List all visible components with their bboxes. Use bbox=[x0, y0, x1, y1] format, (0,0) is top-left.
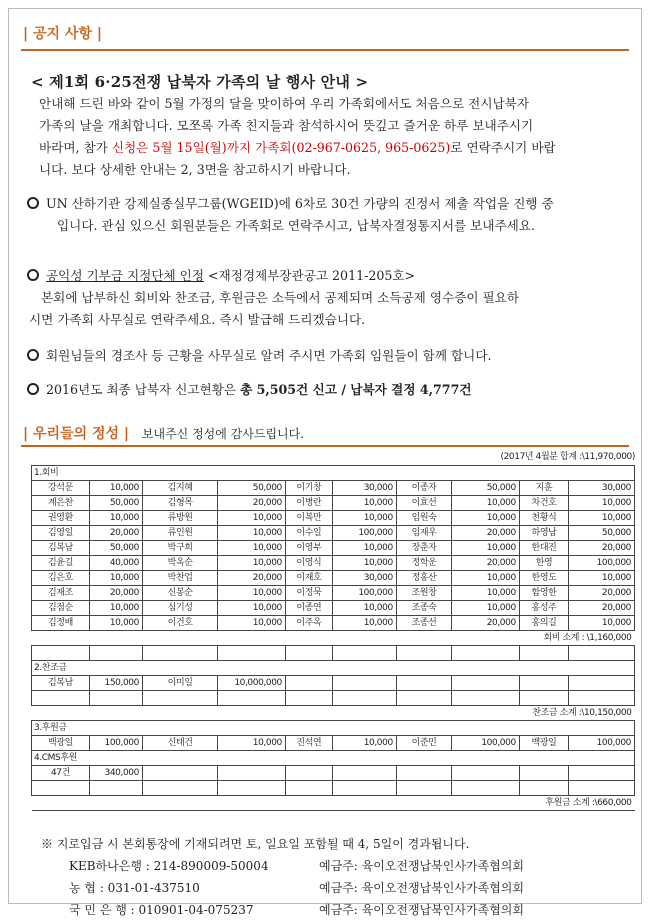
section-header-row bbox=[32, 721, 635, 736]
name-cell: 이수일 bbox=[285, 526, 332, 541]
name-cell: 박옥순 bbox=[142, 556, 217, 571]
bullet-stats: 2016년도 최종 납북자 신고현황은 총 5,505건 신고 / 납북자 결정 4,777건 bbox=[27, 379, 627, 401]
notice-section-title: | 공지 사항 | bbox=[23, 26, 102, 42]
table-row bbox=[32, 736, 635, 751]
name-cell: 박구희 bbox=[142, 541, 217, 556]
name-cell bbox=[569, 691, 635, 706]
circle-bullet-icon bbox=[27, 269, 39, 281]
name-cell: 이재호 bbox=[285, 571, 332, 586]
event-headline: < 제1회 6·25전쟁 납북자 가족의 날 행사 안내 > bbox=[31, 73, 369, 91]
amount-cell: 10,000 bbox=[332, 511, 396, 526]
name-cell bbox=[569, 646, 635, 661]
amount-cell: 100,000 bbox=[89, 736, 142, 751]
bullet-donation: 공익성 기부금 지정단체 인정 <재정경제부장관공고 2011-205호> 본회에 납부하신 회비와 찬조금, 후원금은 소득에서 공제되며 소득공제 영수증이 필요하 시면 가족회 사무실로 연락주세요. 즉시 발급해 드리겠습니다. bbox=[29, 268, 519, 327]
amount-cell: 10,000 bbox=[332, 556, 396, 571]
name-cell: 이종자 bbox=[396, 481, 451, 496]
subtotal-cell: 찬조금 소계 :\10,150,000 bbox=[32, 706, 635, 721]
amount-cell: 10,000 bbox=[569, 616, 635, 631]
amount-cell: 10,000 bbox=[218, 556, 286, 571]
subtotal-cell: 후원금 소계 :\660,000 bbox=[32, 796, 635, 811]
contrib-thanks: 보내주신 정성에 감사드립니다. bbox=[141, 427, 305, 441]
amount-cell: 10,000 bbox=[89, 481, 142, 496]
amount-cell: 10,000 bbox=[218, 511, 286, 526]
name-cell bbox=[89, 691, 142, 706]
name-cell: 계은찬 bbox=[32, 496, 90, 511]
amount-cell: 20,000 bbox=[218, 571, 286, 586]
circle-bullet-icon bbox=[27, 383, 39, 395]
name-cell bbox=[89, 646, 142, 661]
amount-cell: 10,000 bbox=[452, 511, 520, 526]
amount-cell: 20,000 bbox=[89, 526, 142, 541]
bullet-news: 회원님들의 경조사 등 근황을 사무실로 알려 주시면 가족회 임원들이 함께 합니다. bbox=[27, 345, 627, 367]
name-cell: 이병란 bbox=[285, 496, 332, 511]
amount-cell: 100,000 bbox=[569, 556, 635, 571]
table-row bbox=[32, 556, 635, 571]
amount-cell: 10,000 bbox=[332, 541, 396, 556]
amount-cell: 340,000 bbox=[89, 766, 142, 781]
name-cell: 조종숙 bbox=[396, 601, 451, 616]
amount-cell: 10,000 bbox=[452, 586, 520, 601]
name-cell bbox=[142, 646, 217, 661]
name-cell bbox=[519, 691, 568, 706]
name-cell bbox=[396, 781, 451, 796]
amount-cell: 10,000 bbox=[89, 616, 142, 631]
name-cell: 차건호 bbox=[519, 496, 568, 511]
section-header-row bbox=[32, 661, 635, 676]
name-cell: 홍성주 bbox=[519, 601, 568, 616]
spacer-row bbox=[32, 781, 635, 796]
name-cell bbox=[452, 646, 520, 661]
name-cell bbox=[452, 676, 520, 691]
name-cell: 권영환 bbox=[32, 511, 90, 526]
amount-cell: 30,000 bbox=[569, 481, 635, 496]
name-cell: 한영 bbox=[519, 556, 568, 571]
table-row bbox=[32, 481, 635, 496]
subtotal-row bbox=[32, 706, 635, 721]
name-cell bbox=[452, 766, 520, 781]
amount-cell: 10,000 bbox=[332, 616, 396, 631]
name-cell: 이미일 bbox=[142, 676, 217, 691]
name-cell bbox=[332, 766, 396, 781]
name-cell bbox=[89, 781, 142, 796]
amount-cell: 50,000 bbox=[452, 481, 520, 496]
table-row bbox=[32, 541, 635, 556]
circle-bullet-icon bbox=[27, 197, 39, 209]
name-cell: 정홍산 bbox=[396, 571, 451, 586]
amount-cell: 10,000 bbox=[218, 601, 286, 616]
amount-cell: 100,000 bbox=[569, 736, 635, 751]
section-label: 1.회비 bbox=[32, 466, 635, 481]
name-cell: 이복만 bbox=[285, 511, 332, 526]
amount-cell: 20,000 bbox=[452, 616, 520, 631]
amount-cell: 20,000 bbox=[218, 496, 286, 511]
amount-cell: 10,000 bbox=[89, 571, 142, 586]
amount-cell: 10,000 bbox=[218, 616, 286, 631]
amount-cell: 10,000 bbox=[332, 601, 396, 616]
amount-cell: 10,000 bbox=[332, 736, 396, 751]
name-cell bbox=[218, 781, 286, 796]
table-row bbox=[32, 586, 635, 601]
table-row bbox=[32, 766, 635, 781]
name-cell bbox=[285, 781, 332, 796]
name-cell bbox=[332, 676, 396, 691]
amount-cell: 20,000 bbox=[452, 556, 520, 571]
intro-line: 바라며, 참가 신청은 5월 15일(월)까지 가족회(02-967-0625, 965-0625)로 연락주시기 바랍 bbox=[39, 140, 556, 155]
section-label: 2.찬조금 bbox=[32, 661, 635, 676]
name-cell: 이효선 bbox=[396, 496, 451, 511]
amount-cell: 100,000 bbox=[452, 736, 520, 751]
amount-cell: 20,000 bbox=[569, 586, 635, 601]
name-cell: 신봉순 bbox=[142, 586, 217, 601]
event-intro bbox=[39, 93, 627, 181]
name-cell bbox=[332, 646, 396, 661]
amount-cell: 20,000 bbox=[452, 526, 520, 541]
name-cell bbox=[32, 691, 90, 706]
name-cell: 임재우 bbox=[396, 526, 451, 541]
circle-bullet-icon bbox=[27, 349, 39, 361]
name-cell: 이정묵 bbox=[285, 586, 332, 601]
name-cell bbox=[142, 781, 217, 796]
name-cell bbox=[452, 781, 520, 796]
name-cell bbox=[142, 691, 217, 706]
amount-cell: 10,000 bbox=[569, 571, 635, 586]
amount-cell: 50,000 bbox=[89, 496, 142, 511]
amount-cell: 10,000 bbox=[89, 601, 142, 616]
name-cell bbox=[569, 781, 635, 796]
name-cell: 김영일 bbox=[32, 526, 90, 541]
amount-cell: 30,000 bbox=[332, 481, 396, 496]
contrib-divider bbox=[21, 445, 629, 447]
name-cell bbox=[519, 676, 568, 691]
section-header-row bbox=[32, 466, 635, 481]
amount-cell: 10,000 bbox=[569, 496, 635, 511]
name-cell: 김윤길 bbox=[32, 556, 90, 571]
account-row: 국 민 은 행 : 010901-04-075237 예금주: 육이오전쟁납북인사가족협의회 bbox=[69, 903, 524, 917]
name-cell: 백광일 bbox=[32, 736, 90, 751]
name-cell: 조원창 bbox=[396, 586, 451, 601]
name-cell: 천황식 bbox=[519, 511, 568, 526]
name-cell bbox=[519, 781, 568, 796]
name-cell: 지훈 bbox=[519, 481, 568, 496]
table-row bbox=[32, 526, 635, 541]
name-cell: 47건 bbox=[32, 766, 90, 781]
amount-cell: 10,000 bbox=[89, 511, 142, 526]
table-row bbox=[32, 601, 635, 616]
amount-cell: 40,000 bbox=[89, 556, 142, 571]
name-cell bbox=[285, 766, 332, 781]
name-cell bbox=[396, 691, 451, 706]
contributions-table-body bbox=[32, 466, 635, 811]
contrib-section-title: | 우리들의 정성 | 보내주신 정성에 감사드립니다. bbox=[23, 426, 305, 442]
name-cell: 김형목 bbox=[142, 496, 217, 511]
name-cell: 류인원 bbox=[142, 526, 217, 541]
newsletter-page bbox=[8, 8, 642, 917]
name-cell: 이종연 bbox=[285, 601, 332, 616]
name-cell: 심기성 bbox=[142, 601, 217, 616]
name-cell bbox=[396, 766, 451, 781]
account-row: 농 협 : 031-01-437510 예금주: 육이오전쟁납북인사가족협의회 bbox=[69, 881, 524, 895]
name-cell: 류방원 bbox=[142, 511, 217, 526]
name-cell: 홍의길 bbox=[519, 616, 568, 631]
subtotal-cell: 회비 소계 : \1,160,000 bbox=[32, 631, 635, 646]
name-cell: 함영한 bbox=[519, 586, 568, 601]
bank-accounts bbox=[69, 855, 524, 921]
amount-cell: 10,000 bbox=[332, 496, 396, 511]
name-cell: 김재조 bbox=[32, 586, 90, 601]
name-cell: 정학운 bbox=[396, 556, 451, 571]
name-cell bbox=[569, 676, 635, 691]
name-cell bbox=[218, 691, 286, 706]
amount-cell: 20,000 bbox=[569, 541, 635, 556]
total-summary: (2017년 4월분 합계 :\11,970,000) bbox=[500, 452, 635, 462]
amount-cell: 10,000 bbox=[218, 736, 286, 751]
amount-cell: 10,000 bbox=[452, 571, 520, 586]
amount-cell: 50,000 bbox=[569, 526, 635, 541]
name-cell bbox=[218, 646, 286, 661]
name-cell: 김점순 bbox=[32, 601, 90, 616]
name-cell: 신태건 bbox=[142, 736, 217, 751]
amount-cell: 10,000 bbox=[218, 586, 286, 601]
amount-cell: 10,000 bbox=[218, 541, 286, 556]
amount-cell: 50,000 bbox=[89, 541, 142, 556]
name-cell bbox=[32, 781, 90, 796]
name-cell: 한영도 bbox=[519, 571, 568, 586]
name-cell: 이기창 bbox=[285, 481, 332, 496]
deadline-highlight: 신청은 5월 15일(월)까지 가족회(02-967-0625, 965-0625) bbox=[111, 140, 451, 155]
name-cell bbox=[569, 766, 635, 781]
spacer-row bbox=[32, 691, 635, 706]
bullet-wgeid: UN 산하기관 강제실종실무그룹(WGEID)에 6차로 30건 가량의 진정서 제출 작업을 진행 중 입니다. 관심 있으신 회원분들은 가족회로 연락주시고, 납북자결정통지서를 보내주세요. bbox=[27, 193, 627, 237]
intro-line: 가족의 날을 개최합니다. 모쪼록 가족 친지들과 참석하시어 뜻깊고 즐거운 하루 보내주시기 bbox=[39, 118, 534, 133]
spacer-row bbox=[32, 646, 635, 661]
amount-cell: 10,000 bbox=[452, 601, 520, 616]
section-label: 3.후원금 bbox=[32, 721, 635, 736]
amount-cell: 10,000 bbox=[452, 541, 520, 556]
intro-line: 니다. 보다 상세한 안내는 2, 3면을 참고하시기 바랍니다. bbox=[39, 162, 351, 177]
name-cell: 김은호 bbox=[32, 571, 90, 586]
name-cell: 조종선 bbox=[396, 616, 451, 631]
name-cell bbox=[396, 646, 451, 661]
name-cell: 김복남 bbox=[32, 676, 90, 691]
section-label: 4.CMS후원 bbox=[32, 751, 635, 766]
name-cell: 이준민 bbox=[396, 736, 451, 751]
name-cell bbox=[32, 646, 90, 661]
name-cell bbox=[285, 676, 332, 691]
name-cell: 이건호 bbox=[142, 616, 217, 631]
amount-cell: 20,000 bbox=[569, 601, 635, 616]
amount-cell: 20,000 bbox=[89, 586, 142, 601]
name-cell bbox=[519, 766, 568, 781]
amount-cell: 50,000 bbox=[218, 481, 286, 496]
amount-cell: 10,000 bbox=[569, 511, 635, 526]
section-header-row bbox=[32, 751, 635, 766]
amount-cell: 30,000 bbox=[332, 571, 396, 586]
name-cell: 한대진 bbox=[519, 541, 568, 556]
name-cell bbox=[452, 691, 520, 706]
intro-line: 안내해 드린 바와 같이 5월 가정의 달을 맞이하여 우리 가족회에서도 처음으로 전시납북자 bbox=[39, 96, 530, 111]
name-cell: 임원숙 bbox=[396, 511, 451, 526]
amount-cell: 10,000,000 bbox=[218, 676, 286, 691]
table-row bbox=[32, 571, 635, 586]
name-cell: 이영부 bbox=[285, 541, 332, 556]
amount-cell: 100,000 bbox=[332, 526, 396, 541]
amount-cell: 10,000 bbox=[452, 496, 520, 511]
name-cell: 박찬업 bbox=[142, 571, 217, 586]
name-cell: 김복남 bbox=[32, 541, 90, 556]
name-cell bbox=[332, 691, 396, 706]
name-cell bbox=[142, 766, 217, 781]
account-row: KEB하나은행 : 214-890009-50004 예금주: 육이오전쟁납북인사가족협의회 bbox=[69, 859, 524, 873]
table-row bbox=[32, 511, 635, 526]
giro-note: ※ 지로입금 시 본회통장에 기재되려면 토, 일요일 포함될 때 4, 5일이 경과됩니다. bbox=[41, 837, 470, 851]
table-row bbox=[32, 616, 635, 631]
contributions-table bbox=[31, 449, 635, 811]
amount-cell: 10,000 bbox=[218, 526, 286, 541]
subtotal-row bbox=[32, 631, 635, 646]
amount-cell: 100,000 bbox=[332, 586, 396, 601]
name-cell: 진석연 bbox=[285, 736, 332, 751]
name-cell bbox=[396, 676, 451, 691]
notice-divider bbox=[21, 49, 629, 51]
name-cell bbox=[285, 646, 332, 661]
name-cell: 김정배 bbox=[32, 616, 90, 631]
name-cell: 이주옥 bbox=[285, 616, 332, 631]
subtotal-row bbox=[32, 796, 635, 811]
name-cell: 장춘자 bbox=[396, 541, 451, 556]
name-cell: 백광일 bbox=[519, 736, 568, 751]
name-cell bbox=[285, 691, 332, 706]
amount-cell: 150,000 bbox=[89, 676, 142, 691]
name-cell bbox=[332, 781, 396, 796]
table-row bbox=[32, 676, 635, 691]
name-cell bbox=[519, 646, 568, 661]
name-cell: 김지혜 bbox=[142, 481, 217, 496]
name-cell: 하영남 bbox=[519, 526, 568, 541]
name-cell: 강석문 bbox=[32, 481, 90, 496]
table-row bbox=[32, 496, 635, 511]
name-cell: 이영식 bbox=[285, 556, 332, 571]
name-cell bbox=[218, 766, 286, 781]
